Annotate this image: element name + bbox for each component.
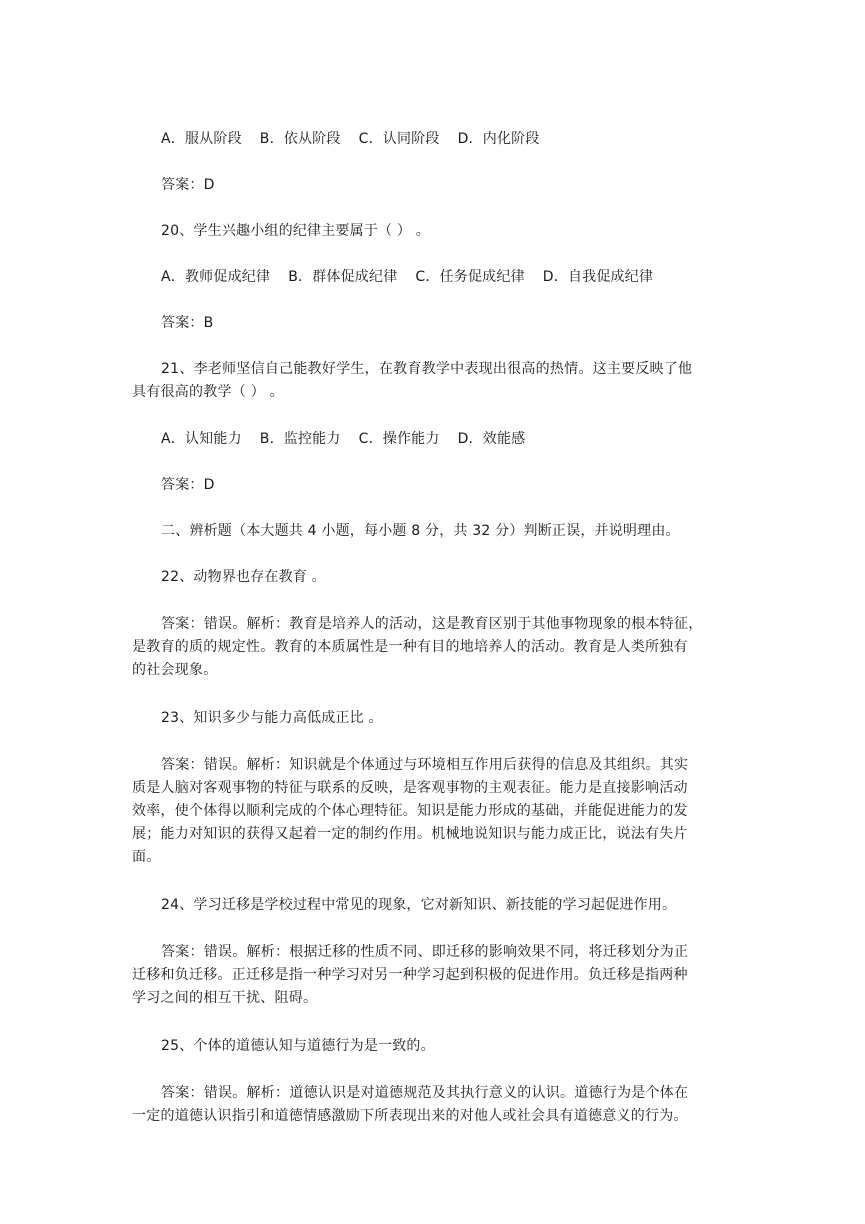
q22-answer-line: 是教育的质的规定性。教育的本质属性是一种有目的地培养人的活动。教育是人类所独有 xyxy=(132,639,688,655)
q21-question-line-1: 21、李老师坚信自己能教好学生，在教育教学中表现出很高的热情。这主要反映了他 xyxy=(161,361,693,377)
q19-option-c: C．认同阶段 xyxy=(358,131,440,147)
q21-option-c: C．操作能力 xyxy=(358,431,440,447)
q25-answer-line: 答案：错误。解析：道德认识是对道德规范及其执行意义的认识。道德行为是个体在 xyxy=(161,1085,689,1101)
q19-option-d: D．内化阶段 xyxy=(457,131,540,147)
q21-option-b: B．监控能力 xyxy=(259,431,341,447)
q24-question: 24、学习迁移是学校过程中常见的现象，它对新知识、新技能的学习起促进作用。 xyxy=(161,897,677,913)
q25-answer-line: 一定的道德认识指引和道德情感激励下所表现出来的对他人或社会具有道德意义的行为。 xyxy=(132,1108,688,1124)
q20-option-a: A．教师促成纪律 xyxy=(161,269,271,285)
q21-option-a: A．认知能力 xyxy=(161,431,242,447)
q25-question: 25、个体的道德认知与道德行为是一致的。 xyxy=(161,1038,435,1054)
q23-answer-line: 效率，使个体得以顺利完成的个体心理特征。知识是能力形成的基础，并能促进能力的发 xyxy=(132,803,688,819)
q25-answer xyxy=(132,1082,733,1128)
q23-answer-line: 展；能力对知识的获得又起着一定的制约作用。机械地说知识与能力成正比，说法有失片 xyxy=(132,826,688,842)
q21-answer: 答案：D xyxy=(161,477,215,493)
q19-option-b: B．依从阶段 xyxy=(259,131,341,147)
q22-answer-line: 答案：错误。解析：教育是培养人的活动，这是教育区别于其他事物现象的根本特征， xyxy=(161,616,703,632)
q21-options xyxy=(132,428,733,450)
q19-options xyxy=(132,128,733,150)
q24-answer xyxy=(132,941,733,1010)
q22-question: 22、动物界也存在教育 。 xyxy=(161,569,326,585)
q20-options xyxy=(132,266,733,288)
q20-option-c: C．任务促成纪律 xyxy=(415,269,525,285)
q19-answer: 答案：D xyxy=(161,177,215,193)
q20-question: 20、学生兴趣小组的纪律主要属于（ ） 。 xyxy=(161,223,430,239)
q21-question-line-2: 具有很高的教学（ ） 。 xyxy=(132,384,284,400)
q22-answer xyxy=(132,613,733,682)
q19-option-a: A．服从阶段 xyxy=(161,131,242,147)
q24-answer-line: 学习之间的相互干扰、阻碍。 xyxy=(132,990,318,1006)
q23-answer-line: 质是人脑对客观事物的特征与联系的反映，是客观事物的主观表征。能力是直接影响活动 xyxy=(132,780,688,796)
q23-answer xyxy=(132,754,733,869)
q22-answer-line: 的社会现象。 xyxy=(132,662,218,678)
q20-answer: 答案：B xyxy=(161,315,214,331)
q20-option-b: B．群体促成纪律 xyxy=(288,269,398,285)
q21-question xyxy=(132,358,733,404)
q23-question: 23、知识多少与能力高低成正比 。 xyxy=(161,710,383,726)
q23-answer-line: 答案：错误。解析：知识就是个体通过与环境相互作用后获得的信息及其组织。其实 xyxy=(161,757,689,773)
q21-option-d: D．效能感 xyxy=(457,431,526,447)
section-heading: 二、辨析题（本大题共 4 小题，每小题 8 分，共 32 分）判断正误，并说明理由。 xyxy=(161,523,680,539)
q20-option-d: D．自我促成纪律 xyxy=(542,269,654,285)
q24-answer-line: 答案：错误。解析：根据迁移的性质不同、即迁移的影响效果不同，将迁移划分为正 xyxy=(161,944,689,960)
q23-answer-line: 面。 xyxy=(132,849,161,865)
q24-answer-line: 迁移和负迁移。正迁移是指一种学习对另一种学习起到积极的促进作用。负迁移是指两种 xyxy=(132,967,688,983)
